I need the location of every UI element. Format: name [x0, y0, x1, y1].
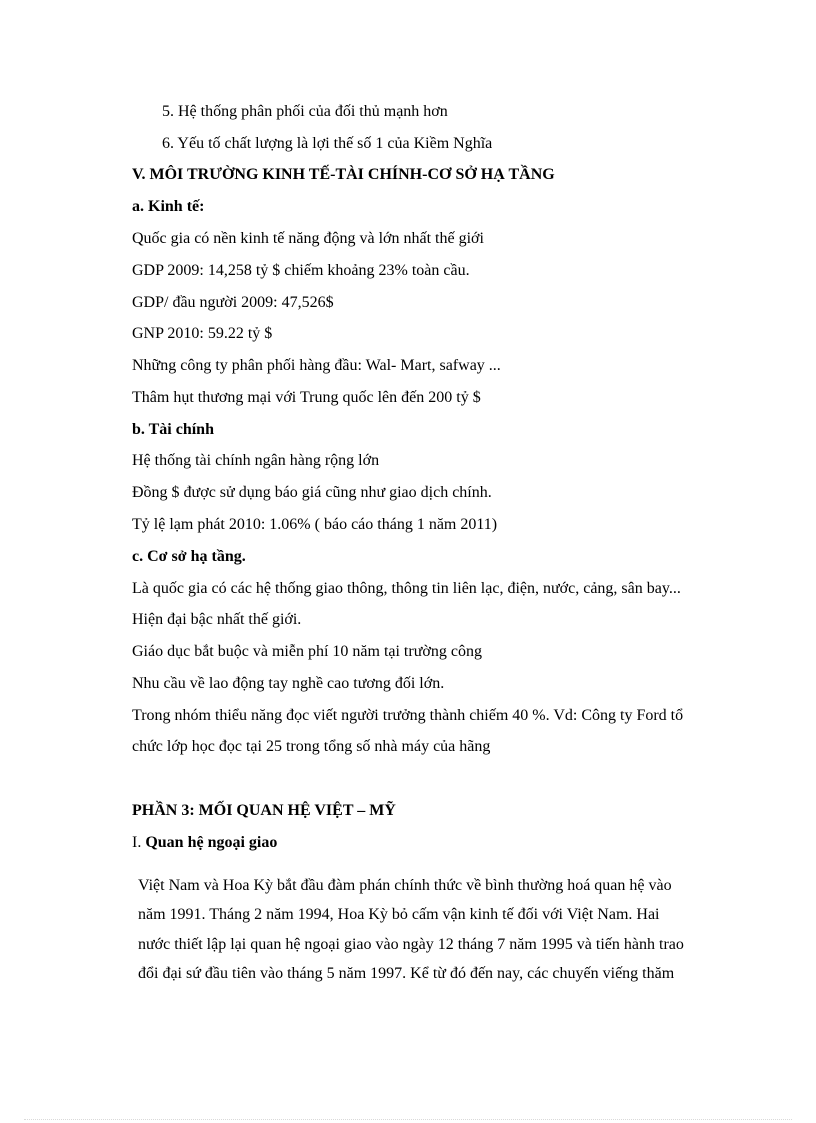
- part3-heading: PHẦN 3: MỐI QUAN HỆ VIỆT – MỸ: [132, 802, 396, 819]
- diplomacy-heading-prefix: I.: [132, 834, 142, 851]
- infrastructure-line: Hiện đại bậc nhất thế giới.: [132, 611, 302, 628]
- finance-line: Hệ thống tài chính ngân hàng rộng lớn: [132, 452, 380, 469]
- page-bottom-divider: [24, 1119, 792, 1120]
- infrastructure-line: Trong nhóm thiểu năng đọc viết người trưởng thành chiếm 40 %. Vd: Công ty Ford tổ: [132, 707, 684, 724]
- infrastructure-line: Là quốc gia có các hệ thống giao thông, thông tin liên lạc, điện, nước, cảng, sân bay...: [132, 580, 681, 597]
- infrastructure-heading: c. Cơ sở hạ tầng.: [132, 548, 246, 565]
- finance-line: Tỷ lệ lạm phát 2010: 1.06% ( báo cáo tháng 1 năm 2011): [132, 516, 498, 533]
- finance-heading: b. Tài chính: [132, 421, 214, 438]
- infrastructure-line: Nhu cầu về lao động tay nghề cao tương đối lớn.: [132, 675, 445, 692]
- diplomacy-paragraph-line: Việt Nam và Hoa Kỳ bắt đầu đàm phán chính thức về bình thường hoá quan hệ vào: [138, 877, 672, 894]
- list-item-6: 6. Yếu tố chất lượng là lợi thế số 1 của Kiềm Nghĩa: [162, 135, 493, 152]
- economy-line: GNP 2010: 59.22 tỷ $: [132, 325, 273, 342]
- economy-line: GDP/ đầu người 2009: 47,526$: [132, 294, 334, 311]
- finance-line: Đồng $ được sử dụng báo giá cũng như giao dịch chính.: [132, 484, 492, 501]
- infrastructure-line: Giáo dục bắt buộc và miễn phí 10 năm tại trường công: [132, 643, 482, 660]
- economy-line: Thâm hụt thương mại với Trung quốc lên đến 200 tỷ $: [132, 389, 481, 406]
- economy-line: GDP 2009: 14,258 tỷ $ chiếm khoảng 23% toàn cầu.: [132, 262, 470, 279]
- diplomacy-heading: [132, 833, 277, 853]
- economy-line: Quốc gia có nền kinh tế năng động và lớn nhất thế giới: [132, 230, 484, 247]
- economy-line: Những công ty phân phối hàng đầu: Wal- Mart, safway ...: [132, 357, 501, 374]
- diplomacy-paragraph-line: năm 1991. Tháng 2 năm 1994, Hoa Kỳ bỏ cấm vận kinh tế đối với Việt Nam. Hai: [138, 906, 660, 923]
- section-v-heading: V. MÔI TRƯỜNG KINH TẾ-TÀI CHÍNH-CƠ SỞ HẠ TẦNG: [132, 166, 555, 183]
- diplomacy-heading-text: Quan hệ ngoại giao: [145, 834, 278, 851]
- diplomacy-paragraph-line: nước thiết lập lại quan hệ ngoại giao vào ngày 12 tháng 7 năm 1995 và tiến hành trao: [138, 936, 684, 953]
- infrastructure-line: chức lớp học đọc tại 25 trong tổng số nhà máy của hãng: [132, 738, 491, 755]
- diplomacy-paragraph-line: đổi đại sứ đầu tiên vào tháng 5 năm 1997. Kể từ đó đến nay, các chuyến viếng thăm: [138, 965, 675, 982]
- list-item-5: 5. Hệ thống phân phối của đối thủ mạnh hơn: [162, 103, 448, 120]
- economy-heading: a. Kinh tế:: [132, 198, 205, 215]
